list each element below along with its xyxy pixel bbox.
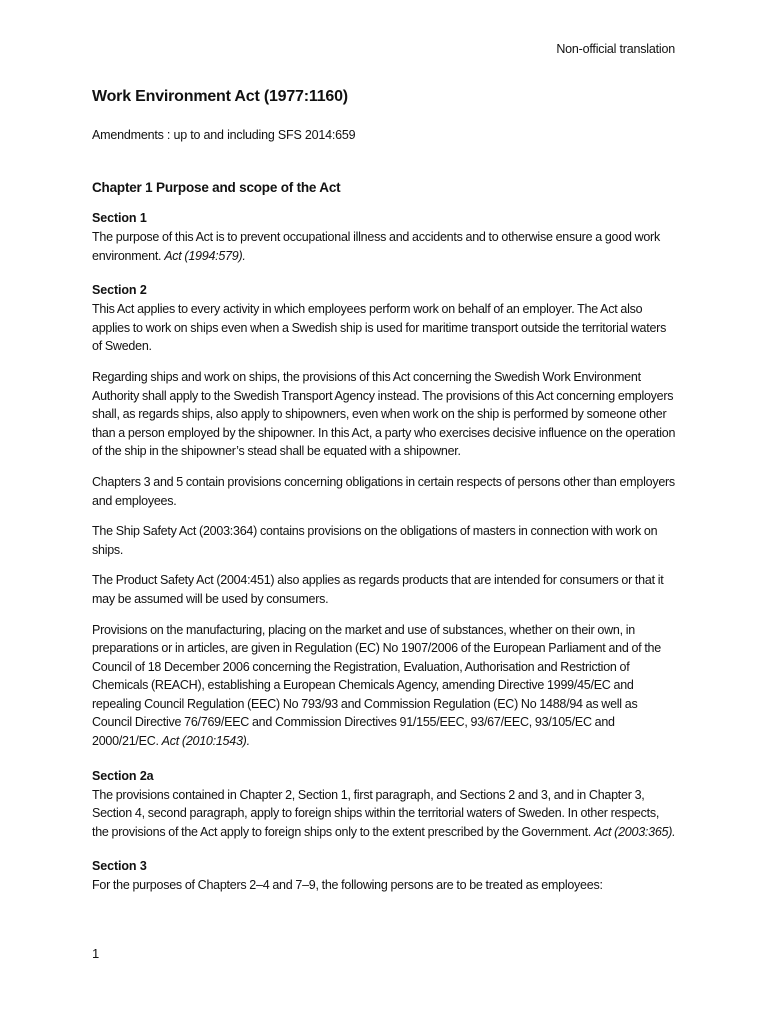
paragraph <box>92 621 676 751</box>
paragraph <box>92 228 676 265</box>
paragraph: The Product Safety Act (2004:451) also applies as regards products that are intended for consumers or that it may be assumed will be used by consumers. <box>92 573 664 606</box>
paragraph: For the purposes of Chapters 2–4 and 7–9, the following persons are to be treated as employees: <box>92 878 603 893</box>
page-number: 1 <box>92 946 100 961</box>
section-2 <box>92 281 676 750</box>
act-reference: Act (2003:365). <box>593 824 676 839</box>
paragraph-text: Provisions on the manufacturing, placing on the market and use of substances, whether on their own, in preparations or in articles, are given in Regulation (EC) No 1907/2006 of the European Parliament and of the Council of 18 December 2006 concerning the Registration, Evaluation, Authorisation and Restriction of Chemicals (REACH), establishing a European Chemicals Agency, amending Directive 1999/45/EC and repealing Council Regulation (EEC) No 793/93 and Commission Regulation (EC) No 1488/94 as well as Council Directive 76/769/EEC and Commission Directives 91/155/EEC, 93/67/EEC, 93/105/EC and 2000/21/EC. <box>92 622 661 749</box>
chapter-title: Chapter 1 Purpose and scope of the Act <box>92 180 341 195</box>
header-note: Non-official translation <box>556 42 675 56</box>
paragraph <box>92 786 676 842</box>
paragraph-text: The provisions contained in Chapter 2, Section 1, first paragraph, and Sections 2 and 3, and in Chapter 3, Section 4, second paragraph, apply to foreign ships within the territorial waters of Sweden. In other respects, the provisions of the Act apply to foreign ships only to the extent prescribed by the Government. <box>92 787 660 839</box>
paragraph: This Act applies to every activity in which employees perform work on behalf of an employer. The Act also applies to work on ships even when a Swedish ship is used for maritime transport outside the territorial waters of Sweden. <box>92 302 667 354</box>
act-reference: Act (1994:579). <box>164 248 246 263</box>
document-title: Work Environment Act (1977:1160) <box>92 88 348 105</box>
section-heading: Section 2a <box>92 768 154 783</box>
amendments-note: Amendments : up to and including SFS 2014:659 <box>92 128 356 142</box>
section-heading: Section 1 <box>92 211 147 225</box>
paragraph: The Ship Safety Act (2003:364) contains provisions on the obligations of masters in connection with work on ships. <box>92 524 658 557</box>
section-heading: Section 3 <box>92 859 147 874</box>
document-body <box>92 88 676 895</box>
paragraph: Chapters 3 and 5 contain provisions concerning obligations in certain respects of persons other than employers and employees. <box>92 474 675 508</box>
paragraph-text: The purpose of this Act is to prevent occupational illness and accidents and to otherwise ensure a good work environment. <box>92 230 660 263</box>
section-1 <box>92 209 676 265</box>
act-reference: Act (2010:1543). <box>161 734 250 749</box>
section-3 <box>92 857 676 895</box>
section-2a <box>92 767 676 842</box>
paragraph: Regarding ships and work on ships, the provisions of this Act concerning the Swedish Work Environment Authority shall apply to the Swedish Transport Agency instead. The provisions of this Act concerning employers shall, as regards ships, also apply to shipowners, even when work on the ship is performed by someone other than a person employed by the shipowner. In this Act, a party who exercises decisive influence on the operation of the ship in the shipowner’s stead shall be equated with a shipowner. <box>92 369 676 459</box>
section-heading: Section 2 <box>92 283 147 298</box>
